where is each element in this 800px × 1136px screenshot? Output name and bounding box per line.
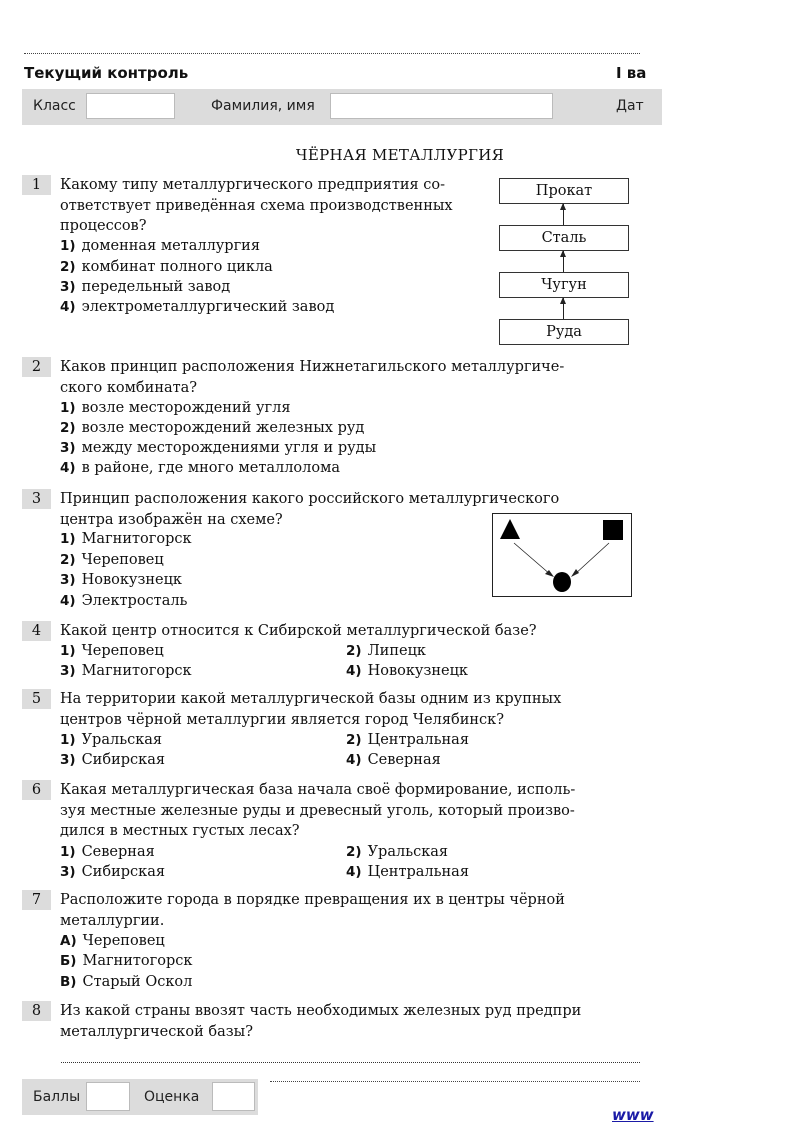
option-mark: 1) [60, 400, 76, 416]
option-text: Электросталь [81, 593, 188, 609]
option-mark: 1) [60, 643, 76, 659]
question-line: Какому типу металлургического предприятия со- [60, 177, 446, 193]
question-4 [22, 621, 642, 683]
option-4[interactable] [60, 458, 340, 479]
variant-label: I ва [616, 64, 647, 82]
question-line: Расположите города в порядке превращения их в центры чёрной [60, 892, 565, 908]
option-text: Центральная [367, 732, 469, 748]
option-mark: 3) [60, 663, 76, 679]
grade-field[interactable] [212, 1082, 255, 1111]
option-2[interactable] [346, 842, 448, 863]
option-mark: 4) [60, 460, 76, 476]
arrow-up-icon [563, 204, 564, 225]
date-label: Дат [616, 98, 644, 114]
question-7 [22, 890, 642, 994]
option-mark: 2) [346, 643, 362, 659]
option-text: электрометаллургический завод [81, 299, 335, 315]
question-line: Из какой страны ввозят часть необходимых железных руд предпри [60, 1003, 582, 1019]
option-2[interactable] [346, 730, 469, 751]
option-mark: 4) [346, 864, 362, 880]
question-line: Принцип расположения какого российского металлургического [60, 491, 560, 507]
question-line: металлургии. [60, 912, 165, 929]
question-line: Какой центр относится к Сибирской металлургической базе? [60, 623, 537, 639]
option-4[interactable] [60, 297, 334, 318]
question-number: 5 [22, 689, 51, 709]
top-dotted-rule [24, 53, 640, 54]
question-line: Каков принцип расположения Нижнетагильского металлургиче- [60, 359, 565, 375]
class-field[interactable] [86, 93, 175, 119]
option-text: Липецк [367, 643, 426, 659]
location-diagram [492, 513, 632, 597]
question-line: дился в местных густых лесах? [60, 823, 300, 839]
question-line: На территории какой металлургической базы одним из крупных [60, 691, 562, 707]
option-text: передельный завод [81, 279, 231, 295]
option-text: Северная [81, 844, 155, 860]
option-mark: 3) [60, 752, 76, 768]
option-mark: 3) [60, 279, 76, 295]
option-b[interactable] [60, 951, 192, 972]
option-text: возле месторождений железных руд [81, 420, 365, 436]
question-number: 2 [22, 357, 51, 377]
question-text [60, 780, 575, 842]
option-mark: 4) [60, 593, 76, 609]
option-1[interactable] [60, 641, 164, 662]
option-text: Старый Оскол [82, 974, 193, 990]
circle-icon [553, 572, 571, 592]
flow-step-rolled-metal: Прокат [499, 178, 629, 204]
option-text: Уральская [367, 844, 449, 860]
option-text: доменная металлургия [81, 238, 260, 254]
question-text [60, 621, 537, 642]
arrow-up-icon [563, 251, 564, 272]
option-mark: 1) [60, 531, 76, 547]
option-mark: А) [60, 933, 77, 949]
option-text: Сибирская [81, 752, 165, 768]
option-text: Череповец [81, 552, 164, 568]
option-text: Череповец [81, 643, 164, 659]
question-number: 7 [22, 890, 51, 910]
option-mark: 3) [60, 440, 76, 456]
question-number: 4 [22, 621, 51, 641]
name-field[interactable] [330, 93, 553, 119]
option-text: Магнитогорск [81, 663, 192, 679]
flow-step-pig-iron: Чугун [499, 272, 629, 298]
header-title: Текущий контроль [24, 64, 189, 82]
option-1[interactable] [60, 236, 260, 257]
option-1[interactable] [60, 730, 162, 751]
option-mark: 3) [60, 864, 76, 880]
question-text [60, 357, 564, 398]
question-line: процессов? [60, 218, 147, 234]
option-text: Сибирская [81, 864, 165, 880]
question-line: центров чёрной металлургии является город Челябинск? [60, 711, 504, 728]
option-mark: 2) [60, 259, 76, 275]
question-6 [22, 780, 642, 884]
option-text: между месторождениями угля и руды [81, 440, 377, 456]
option-text: Центральная [367, 864, 469, 880]
question-8 [22, 1001, 662, 1045]
question-number: 8 [22, 1001, 51, 1021]
option-1[interactable] [60, 398, 290, 419]
option-3[interactable] [60, 661, 192, 682]
answer-line[interactable] [270, 1081, 640, 1082]
option-text: Новокузнецк [367, 663, 468, 679]
option-mark: 4) [346, 663, 362, 679]
section-title: ЧЁРНАЯ МЕТАЛЛУРГИЯ [295, 146, 505, 164]
score-field[interactable] [86, 1082, 130, 1111]
option-mark: 2) [60, 552, 76, 568]
option-mark: 2) [346, 844, 362, 860]
question-line: Какая металлургическая база начала своё формирование, исполь- [60, 782, 576, 798]
option-mark: 4) [60, 299, 76, 315]
question-text [60, 175, 453, 237]
option-text: Череповец [82, 933, 165, 949]
student-info-bar [22, 89, 662, 125]
option-text: Уральская [81, 732, 163, 748]
question-5 [22, 689, 642, 771]
question-number: 3 [22, 489, 51, 509]
option-3[interactable] [60, 277, 230, 298]
option-4[interactable] [346, 750, 441, 771]
option-text: возле месторождений угля [81, 400, 291, 416]
option-2[interactable] [60, 418, 364, 439]
option-4[interactable] [346, 862, 469, 883]
grading-bar [22, 1079, 258, 1115]
option-text: комбинат полного цикла [81, 259, 273, 275]
question-line: ответствует приведённая схема производственных [60, 197, 453, 214]
option-3[interactable] [60, 438, 376, 459]
score-label: Баллы [33, 1089, 81, 1105]
question-number: 6 [22, 780, 51, 800]
option-text: Северная [367, 752, 441, 768]
option-mark: 2) [346, 732, 362, 748]
option-mark: 3) [60, 572, 76, 588]
option-4[interactable] [346, 661, 468, 682]
question-line: зуя местные железные руды и древесный уголь, который произво- [60, 802, 575, 819]
flow-step-ore: Руда [499, 319, 629, 345]
question-line: металлургической базы? [60, 1023, 253, 1040]
question-number: 1 [22, 175, 51, 195]
question-line: центра изображён на схеме? [60, 511, 283, 528]
option-2[interactable] [346, 641, 426, 662]
option-1[interactable] [60, 529, 192, 550]
option-3[interactable] [60, 750, 165, 771]
option-v[interactable] [60, 972, 192, 993]
option-2[interactable] [60, 550, 164, 571]
flow-step-steel: Сталь [499, 225, 629, 251]
square-icon [603, 520, 623, 540]
option-mark: 2) [60, 420, 76, 436]
option-text: в районе, где много металлолома [81, 460, 341, 476]
question-1 [22, 175, 492, 325]
question-text [60, 689, 561, 730]
option-text: Магнитогорск [82, 953, 193, 969]
option-mark: 1) [60, 238, 76, 254]
question-line: ского комбината? [60, 379, 198, 396]
question-text [60, 890, 565, 931]
question-text [60, 489, 559, 530]
option-3[interactable] [60, 570, 182, 591]
answer-line[interactable] [61, 1062, 640, 1063]
grade-label: Оценка [144, 1089, 200, 1105]
option-1[interactable] [60, 842, 155, 863]
option-mark: Б) [60, 953, 77, 969]
class-label: Класс [33, 98, 76, 114]
question-text [60, 1001, 581, 1042]
option-text: Магнитогорск [81, 531, 192, 547]
website-link[interactable]: www [612, 1106, 654, 1124]
option-mark: 1) [60, 844, 76, 860]
arrow-up-icon [563, 298, 564, 319]
option-text: Новокузнецк [81, 572, 182, 588]
option-mark: 1) [60, 732, 76, 748]
question-2 [22, 357, 642, 482]
option-3[interactable] [60, 862, 165, 883]
option-mark: 4) [346, 752, 362, 768]
option-a[interactable] [60, 931, 165, 952]
option-mark: В) [60, 974, 77, 990]
option-4[interactable] [60, 591, 187, 612]
name-label: Фамилия, имя [211, 98, 315, 114]
option-2[interactable] [60, 257, 273, 278]
